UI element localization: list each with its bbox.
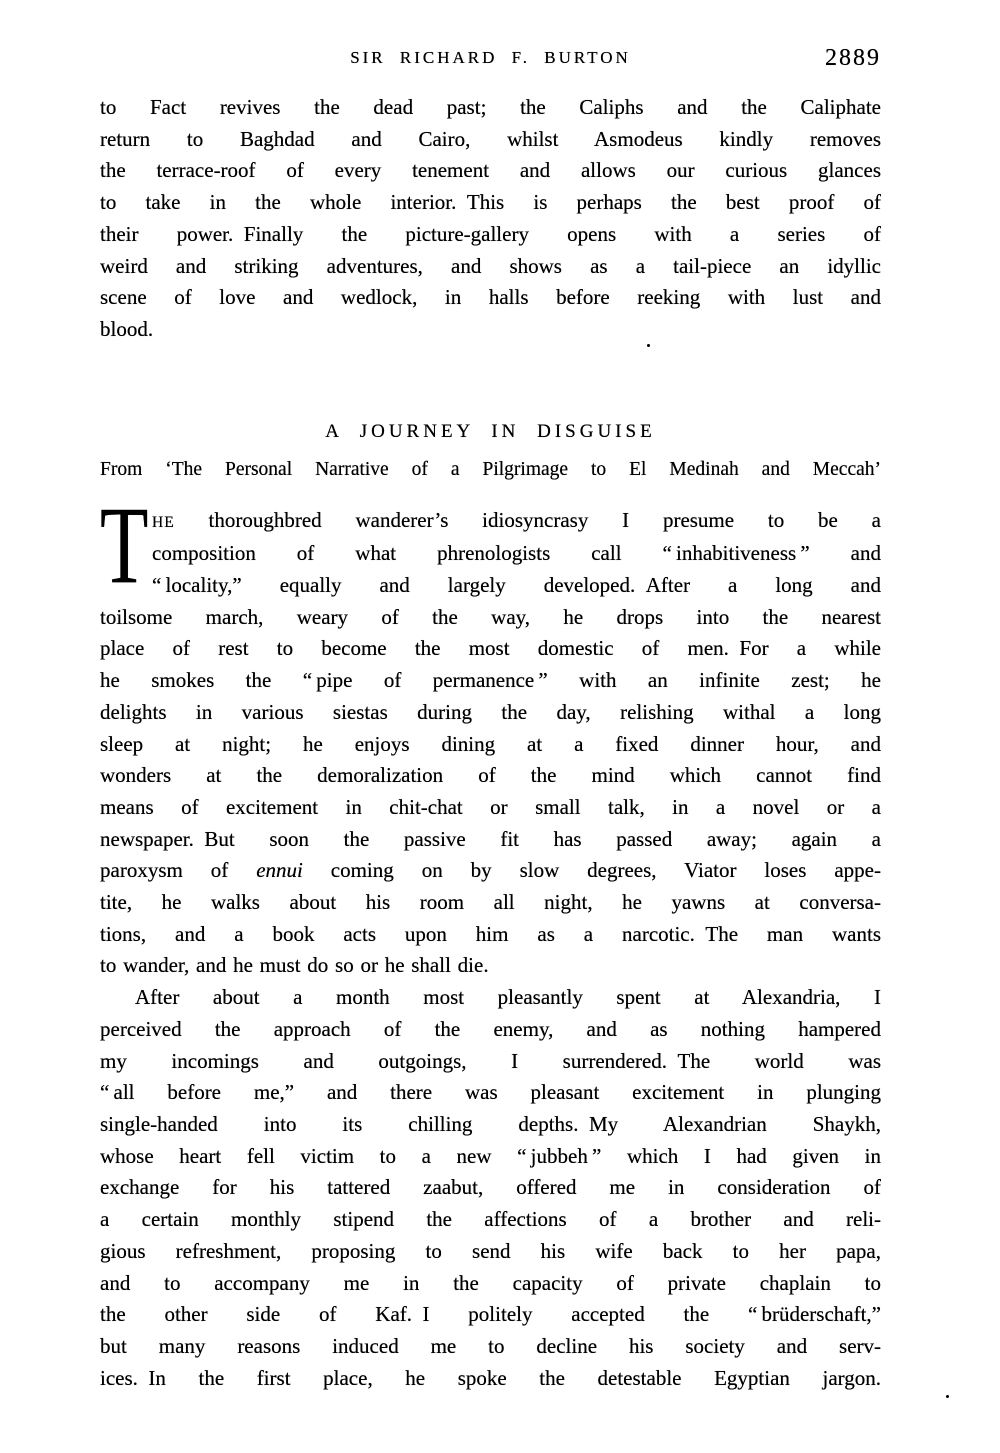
text-line: toilsome march, weary of the way, he drops into the nearest [100,604,881,629]
text-line: scene of love and wedlock, in halls before reeking with lust and [100,285,881,310]
text-line: single-handed into its chilling depths. My Alexandrian Shaykh, [100,1111,881,1136]
text-line: blood. [100,316,154,341]
running-title: SIR RICHARD F. BURTON [350,48,631,67]
text-line: their power. Finally the picture-gallery opens with a series of [100,221,881,246]
text-line: the terrace-roof of every tenement and allows our curious glances [100,158,881,183]
section-heading: A JOURNEY IN DISGUISE [325,420,656,442]
scan-speck [946,1395,949,1398]
text-line: ices. In the first place, he spoke the detestable Egyptian jargon. [100,1365,881,1390]
text-line: paroxysm of ennui coming on by slow degrees, Viator loses appe- [100,858,881,883]
text-line: “ all before me,” and there was pleasant excitement in plunging [100,1080,881,1105]
text-line: whose heart fell victim to a new “ jubbeh ” which I had given in [100,1143,881,1168]
text-line: my incomings and outgoings, I surrendered. The world was [100,1048,881,1073]
text-line: the other side of Kaf. I politely accepted the “ brüderschaft,” [100,1302,881,1327]
source-attribution: From ‘The Personal Narrative of a Pilgrimage to El Medinah and Meccah’ [100,458,881,480]
text-line: a certain monthly stipend the affections of a brother and reli- [100,1207,881,1232]
text-line: tions, and a book acts upon him as a narcotic. The man wants [100,921,881,946]
paragraph-alexandria [100,982,881,1394]
text-line: to wander, and he must do so or he shall die. [100,953,489,978]
scan-speck [647,344,650,347]
text-line: weird and striking adventures, and shows as a tail-piece an idyllic [100,253,881,278]
text-line: and to accompany me in the capacity of private chaplain to [100,1270,881,1295]
text-block [100,0,881,1394]
text-line: newspaper. But soon the passive fit has passed away; again a [100,826,881,851]
paragraph-journey-opening [100,483,881,983]
drop-cap: T [100,483,149,606]
paragraph-intro-continuation [100,92,881,346]
text-line: to Fact revives the dead past; the Caliphs and the Caliphate [100,95,881,119]
text-line: tite, he walks about his room all night, he yawns at conversa- [100,890,881,915]
text-line: to take in the whole interior. This is perhaps the best proof of [100,190,881,215]
text-line: After about a month most pleasantly spent at Alexandria, I [135,985,881,1010]
text-line: but many reasons induced me to decline his society and serv- [100,1333,881,1358]
text-line: means of excitement in chit-chat or small talk, in a novel or a [100,794,881,819]
text-line: HE thoroughbred wanderer’s idiosyncrasy I presume to be a [152,507,881,532]
text-line: place of rest to become the most domestic of men. For a while [100,636,881,661]
text-line: composition of what phrenologists call “ inhabitiveness ” and [152,541,881,566]
text-line: exchange for his tattered zaabut, offered me in consideration of [100,1175,881,1200]
page-number: 2889 [825,45,881,71]
text-line: delights in various siestas during the day, relishing withal a long [100,699,881,724]
text-line: “ locality,” equally and largely developed. After a long and [152,573,881,598]
text-line: perceived the approach of the enemy, and as nothing hampered [100,1016,881,1041]
text-line: sleep at night; he enjoys dining at a fixed dinner hour, and [100,731,881,756]
text-line: wonders at the demoralization of the mind which cannot find [100,763,881,788]
text-line: return to Baghdad and Cairo, whilst Asmodeus kindly removes [100,126,881,151]
text-line: he smokes the “ pipe of permanence ” with an infinite zest; he [100,668,881,693]
text-line: gious refreshment, proposing to send his wife back to her papa, [100,1238,881,1263]
